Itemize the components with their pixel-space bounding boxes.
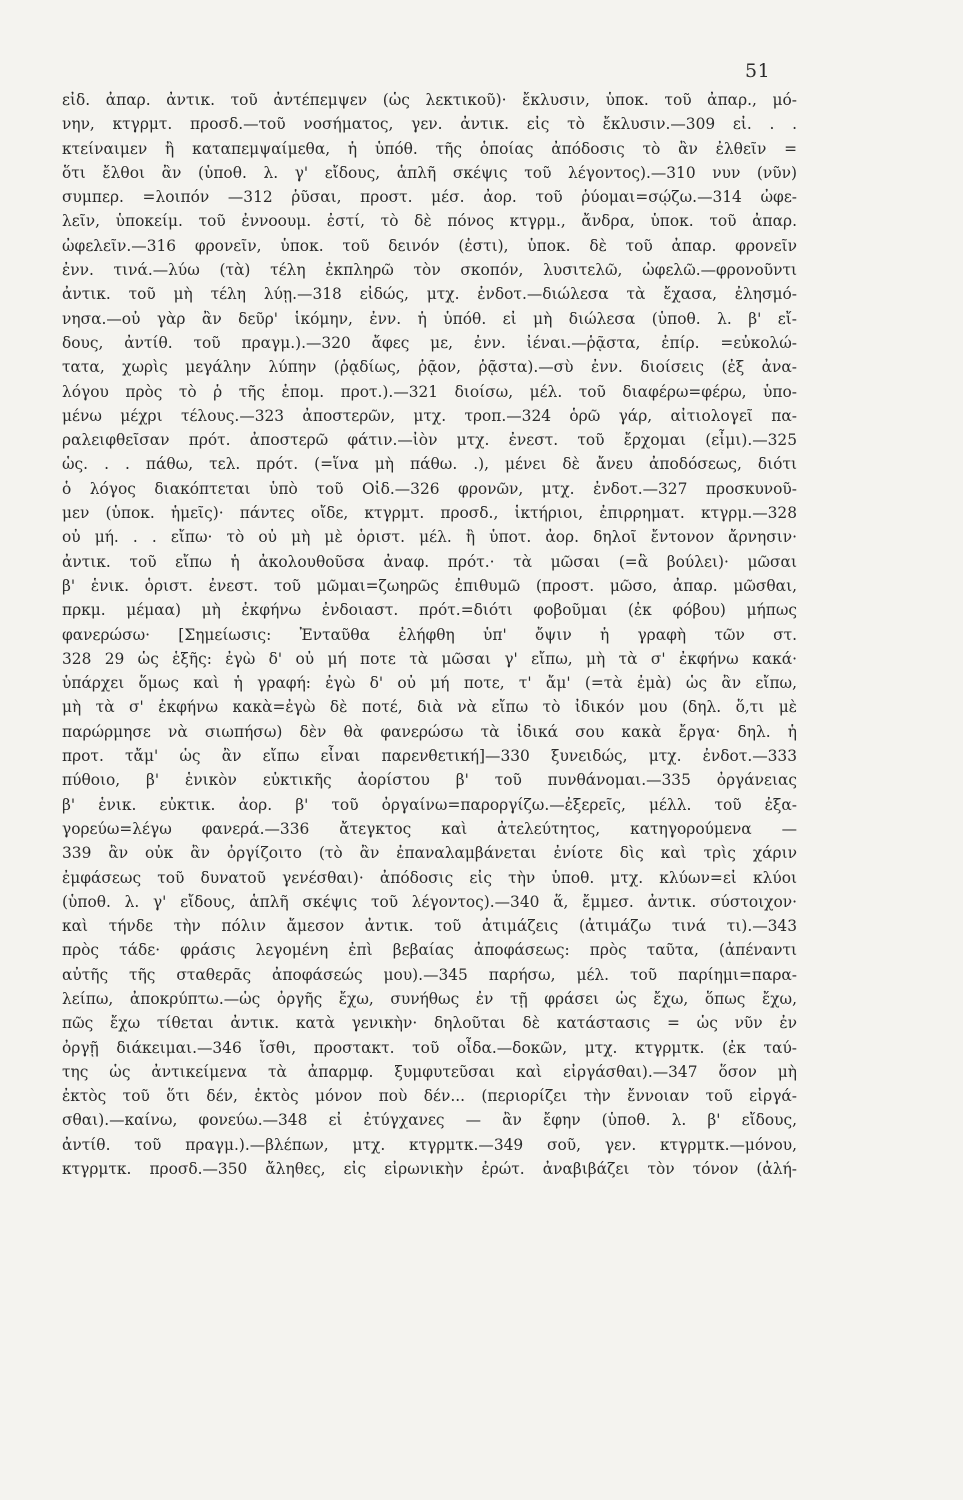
text-line: πρὸς τάδε· φράσις λεγομένη ἐπὶ βεβαίας ἀποφάσεως: πρὸς ταῦτα, (ἀπέναντι [62,941,797,960]
text-line: μὴ τὰ σ' ἐκφήνω κακὰ=ἐγὼ δὲ ποτέ, διὰ νὰ εἴπω τὸ ἰδικόν μου (δηλ. ὅ,τι μὲ [62,698,797,717]
text-line [62,1181,797,1205]
text-line: πρκμ. μέμαα) μὴ ἐκφήνω ἐνδοιαστ. πρότ.=διότι φοβοῦμαι (ἐκ φόβου) μήπως [62,601,797,620]
text-line: ὠφελεῖν.—316 φρονεῖν, ὑποκ. τοῦ δεινόν (ἐστι), ὑποκ. δὲ τοῦ ἀπαρ. φρονεῖν [62,236,797,255]
text-line: 328 29 ὡς ἑξῆς: ἐγὼ δ' οὐ μή ποτε τὰ μῶσαι γ' εἴπω, μὴ τὰ σ' ἐκφήνω κακά· [62,649,797,668]
text-line: νησα.—οὐ γὰρ ἂν δεῦρ' ἱκόμην, ἐνν. ἡ ὑπόθ. εἰ μὴ διώλεσα (ὑποθ. λ. β' εἴ- [62,309,797,328]
text-line: μεν (ὑποκ. ἡμεῖς)· πάντες οἴδε, κτγρμτ. προσδ., ἱκτήριοι, ἐπιρρηματ. κτγρμ.—328 [62,504,797,523]
text-line: 339 ἂν οὐκ ἂν ὀργίζοιτο (τὸ ἂν ἐπαναλαμβάνεται ἐνίοτε δὶς καὶ τρὶς χάριν [62,844,797,863]
text-line: ὡς. . . πάθω, τελ. πρότ. (=ἵνα μὴ πάθω. .), μένει δὲ ἄνευ ἀποδόσεως, διότι [62,455,797,474]
text-line: (ὑποθ. λ. γ' εἴδους, ἁπλῆ σκέψις τοῦ λέγοντος).—340 ἅ, ἔμμεσ. ἀντικ. σύστοιχον· [62,892,797,911]
text-line: αὐτῆς τῆς σταθερᾶς ἀποφάσεώς μου).—345 παρήσω, μέλ. τοῦ παρίημι=παρα- [62,965,797,984]
text-line: ἀντικ. τοῦ μὴ τέλη λύῃ.—318 εἰδώς, μτχ. ἐνδοτ.—διώλεσα τὰ ἔχασα, ἐλησμό- [62,285,797,304]
text-line: φανερώσω· [Σημείωσις: Ἐνταῦθα ἐλήφθη ὑπ' ὄψιν ἡ γραφὴ τῶν στ. [62,625,797,644]
text-line: ἀντίθ. τοῦ πραγμ.).—βλέπων, μτχ. κτγρμτκ.—349 σοῦ, γεν. κτγρμτκ.—μόνου, [62,1135,797,1154]
text-line: ὑπάρχει ὅμως καὶ ἡ γραφή: ἐγὼ δ' οὐ μή ποτε, τ' ἄμ' (=τὰ ἐμὰ) ὡς ἂν εἴπω, [62,674,797,693]
text-line: δους, ἀντίθ. τοῦ πραγμ.).—320 ἄφες με, ἐνν. ἰέναι.—ῥᾷστα, ἐπίρ. =εὐκολώ- [62,333,797,352]
text-line: εἰδ. ἀπαρ. ἀντικ. τοῦ ἀντέπεμψεν (ὡς λεκτικοῦ)· ἔκλυσιν, ὑποκ. τοῦ ἀπαρ., μό- [62,91,797,109]
text-line: ὅτι ἔλθοι ἂν (ὑποθ. λ. γ' εἴδους, ἁπλῆ σκέψις τοῦ λέγοντος).—310 νυν (νῦν) [62,163,797,182]
text-line: ὀργῇ διάκειμαι.—346 ἴσθι, προστακτ. τοῦ οἶδα.—δοκῶν, μτχ. κτγρμτκ. (ἐκ ταύ- [62,1038,797,1057]
text-line: β' ἑνικ. ὁριστ. ἐνεστ. τοῦ μῶμαι=ζωηρῶς ἐπιθυμῶ (προστ. μῶσο, ἀπαρ. μῶσθαι, [62,576,797,595]
text-line: ἀντικ. τοῦ εἴπω ἡ ἀκολουθοῦσα ἀναφ. πρότ.· τὰ μῶσαι (=ἃ βούλει)· μῶσαι [62,552,797,571]
commentary-text [62,88,797,1230]
text-line: της ὡς ἀντικείμενα τὰ ἀπαρμφ. ξυμφυτεῦσαι καὶ εἰργάσθαι).—347 ὅσον μὴ [62,1062,797,1081]
text-line: πῶς ἔχω τίθεται ἀντικ. κατὰ γενικὴν· δηλοῦται δὲ κατάστασις = ὡς νῦν ἐν [62,1014,797,1033]
text-line: σθαι).—καίνω, φονεύω.—348 εἰ ἐτύγχανες — ἂν ἔφην (ὑποθ. λ. β' εἴδους, [62,1111,797,1130]
page-number: 51 [745,60,771,82]
text-line: κτγρμτκ. προσδ.—350 ἄληθες, εἰς εἰρωνικὴν ἐρώτ. ἀναβιβάζει τὸν τόνον (ἀλή- [62,1160,797,1179]
text-line: ἐμφάσεως τοῦ δυνατοῦ γενέσθαι)· ἀπόδοσις εἰς τὴν ὑποθ. μτχ. κλύων=εἰ κλύοι [62,868,797,887]
text-line: παρώρμησε νὰ σιωπήσω) δὲν θὰ φανερώσω τὰ ἰδικά σου κακὰ ἔργα· δηλ. ἡ [62,722,797,741]
text-line: λόγου πρὸς τὸ ῥ τῆς ἑπομ. προτ.).—321 διοίσω, μέλ. τοῦ διαφέρω=φέρω, ὑπο- [62,382,797,401]
text-line: ἐκτὸς τοῦ ὅτι δέν, ἐκτὸς μόνον ποὺ δέν... (περιορίζει τὴν ἔννοιαν τοῦ εἰργά- [62,1087,797,1106]
text-line: τατα, χωρὶς μεγάλην λύπην (ῥᾳδίως, ῥᾷον, ῥᾷστα).—σὺ ἐνν. διοίσεις (ἐξ ἀνα- [62,358,797,377]
text-line: ὁ λόγος διακόπτεται ὑπὸ τοῦ Οἰδ.—326 φρονῶν, μτχ. ἐνδοτ.—327 προσκυνοῦ- [62,479,797,498]
text-line: ραλειφθεῖσαν πρότ. ἀποστερῶ φάτιν.—ἰὸν μτχ. ἐνεστ. τοῦ ἔρχομαι (εἶμι).—325 [62,431,797,450]
text-line: γορεύω=λέγω φανερά.—336 ἄτεγκτος καὶ ἀτελεύτητος, κατηγορούμενα — [62,819,797,838]
text-line [62,1206,797,1230]
text-line: λεῖν, ὑποκείμ. τοῦ ἐννοουμ. ἐστί, τὸ δὲ πόνος κτγρμ., ἄνδρα, ὑποκ. τοῦ ἀπαρ. [62,212,797,231]
text-line: πύθοιο, β' ἑνικὸν εὐκτικῆς ἀορίστου β' τοῦ πυνθάνομαι.—335 ὀργάνειας [62,771,797,790]
text-line: ἐνν. τινά.—λύω (τὰ) τέλη ἐκπληρῶ τὸν σκοπόν, λυσιτελῶ, ὠφελῶ.—φρονοῦντι [62,261,797,280]
text-line: συμπερ. =λοιπόν —312 ῥῦσαι, προστ. μέσ. ἀορ. τοῦ ῥύομαι=σῴζω.—314 ὠφε- [62,188,797,207]
text-line: οὐ μή. . . εἴπω· τὸ οὐ μὴ μὲ ὁριστ. μέλ. ἢ ὑποτ. ἀορ. δηλοῖ ἔντονον ἄρνησιν· [62,528,797,547]
text-line: καὶ τήνδε τὴν πόλιν ἄμεσον ἀντικ. τοῦ ἀτιμάζεις (ἀτιμάζω τινά τι).—343 [62,917,797,936]
text-line: νην, κτγρμτ. προσδ.—τοῦ νοσήματος, γεν. ἀντικ. εἰς τὸ ἔκλυσιν.—309 εἰ. . . [62,115,797,134]
text-line: λείπω, ἀποκρύπτω.—ὡς ὀργῆς ἔχω, συνήθως ἐν τῇ φράσει ὡς ἔχω, ὅπως ἔχω, [62,989,797,1008]
text-line: β' ἑνικ. εὐκτικ. ἀορ. β' τοῦ ὀργαίνω=παροργίζω.—ἐξερεῖς, μέλλ. τοῦ ἐξα- [62,795,797,814]
text-line: μένω μέχρι τέλους.—323 ἀποστερῶν, μτχ. τροπ.—324 ὁρῶ γάρ, αἰτιολογεῖ πα- [62,406,797,425]
text-line: προτ. τἄμ' ὡς ἂν εἴπω εἶναι παρενθετική]—330 ξυνειδώς, μτχ. ἐνδοτ.—333 [62,747,797,766]
text-line: κτείναιμεν ἢ καταπεμψαίμεθα, ἡ ὑπόθ. τῆς ὁποίας ἀπόδοσις τὸ ἂν ἐλθεῖν = [62,139,797,158]
